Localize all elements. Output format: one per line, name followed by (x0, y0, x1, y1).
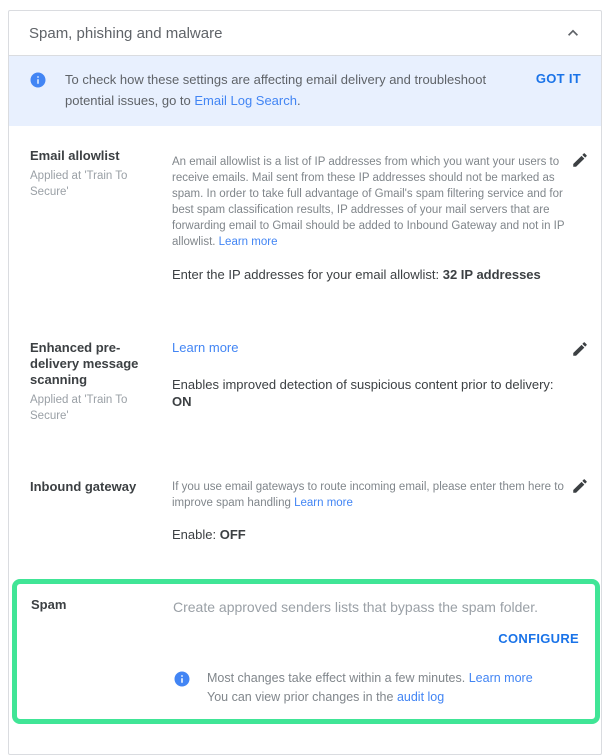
got-it-button[interactable]: GOT IT (535, 71, 581, 86)
value-label: Enables improved detection of suspicious content prior to delivery: (172, 377, 554, 392)
setting-value-line (172, 266, 569, 283)
configure-button[interactable]: CONFIGURE (498, 631, 579, 646)
setting-value-line (172, 526, 569, 543)
row-email-allowlist (9, 148, 601, 283)
row-inbound-gateway (9, 479, 601, 543)
edit-pencil-icon[interactable] (571, 151, 589, 169)
learn-more-line (172, 340, 569, 355)
setting-title: Inbound gateway (30, 479, 137, 494)
chevron-up-icon[interactable] (563, 23, 583, 43)
info-icon (29, 71, 47, 89)
note-line-2 (207, 688, 533, 707)
highlight-annotation (12, 579, 600, 724)
row-label (30, 148, 172, 283)
row-enhanced-scanning (9, 340, 601, 424)
section-title: Spam, phishing and malware (29, 24, 223, 42)
email-log-search-link[interactable]: Email Log Search (194, 93, 297, 108)
section-header[interactable] (9, 11, 601, 56)
row-content (172, 148, 569, 283)
value-label: Enter the IP addresses for your email allowlist: (172, 267, 443, 282)
footer-note (173, 669, 579, 707)
edit-pencil-icon[interactable] (571, 340, 589, 358)
value: 32 IP addresses (442, 267, 541, 282)
setting-description (172, 154, 569, 250)
value: ON (172, 394, 192, 409)
value: OFF (219, 527, 246, 542)
row-spam (31, 597, 579, 707)
row-content (172, 479, 569, 543)
banner-text (65, 69, 522, 111)
row-label (30, 479, 172, 543)
row-label (30, 340, 172, 424)
footer-note-text (207, 669, 533, 707)
audit-log-link[interactable]: audit log (396, 690, 445, 704)
note-line-1 (207, 669, 533, 688)
value-label: Enable: (172, 527, 220, 542)
applied-at-label: Applied at 'Train To Secure' (30, 394, 128, 422)
info-banner (9, 56, 601, 126)
row-label (31, 597, 173, 707)
note1-text: Most changes take effect within a few minutes. (207, 671, 469, 685)
setting-title: Email allowlist (30, 148, 120, 163)
row-content (172, 340, 569, 424)
row-content (173, 597, 579, 707)
learn-more-link[interactable]: Learn more (294, 497, 353, 509)
note2-text: You can view prior changes in the (207, 690, 397, 704)
description-text: If you use email gateways to route incoming email, please enter them here to improve spam handling (172, 481, 564, 509)
banner-text-after: . (296, 93, 301, 108)
learn-more-link[interactable]: Learn more (468, 671, 533, 685)
description-text: An email allowlist is a list of IP addresses from which you want your users to receive emails. Mail sent from these IP addresses should not be marked as spam. In order to take full advantage of Gmail's spam filtering service and for best spam classification results, IP addresses of your mail servers that are forwarding email to Gmail should be added to Inbound Gateway and not in IP allowlist. (172, 156, 565, 248)
learn-more-link[interactable]: Learn more (172, 340, 239, 355)
learn-more-link[interactable]: Learn more (218, 236, 278, 248)
setting-title: Enhanced pre-delivery message scanning (30, 340, 139, 387)
setting-description (172, 479, 569, 511)
info-icon (173, 670, 191, 688)
applied-at-label: Applied at 'Train To Secure' (30, 170, 128, 198)
spam-settings-card (8, 10, 602, 755)
edit-pencil-icon[interactable] (571, 477, 589, 495)
setting-title: Spam (31, 597, 67, 612)
configure-line (173, 630, 579, 648)
setting-value-line (172, 376, 569, 410)
banner-text-before: To check how these settings are affecting email delivery and troubleshoot potential issues, go to (65, 72, 487, 108)
setting-description: Create approved senders lists that bypass the spam folder. (173, 599, 538, 615)
